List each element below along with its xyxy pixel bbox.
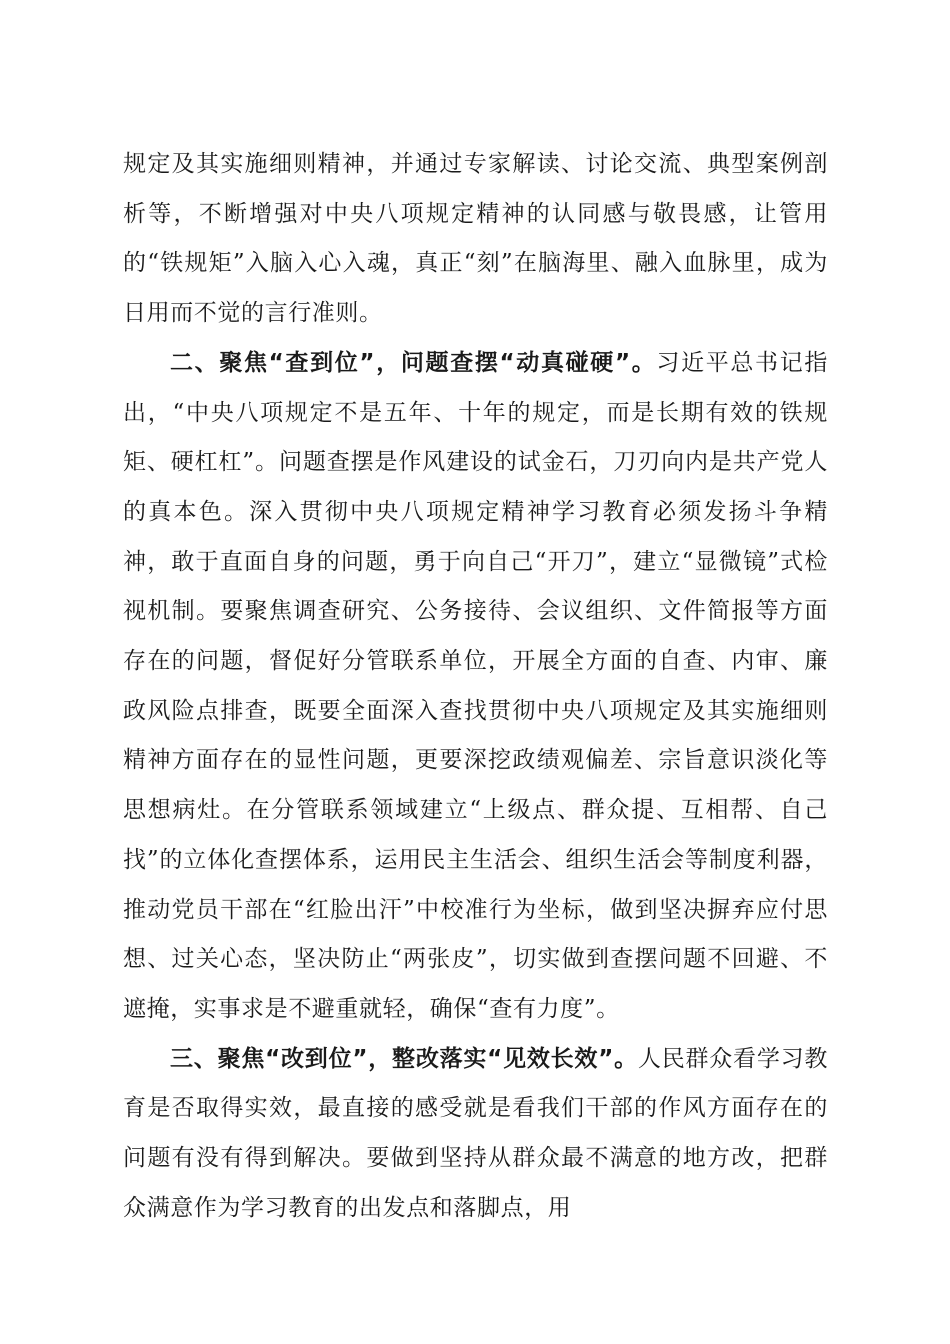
section-heading: 三、聚焦“改到位”，整改落实“见效长效”。 <box>170 1045 638 1072</box>
paragraph-text: 习近平总书记指出，“中央八项规定不是五年、十年的规定，而是长期有效的铁规矩、硬杠杠”。问题查摆是作风建设的试金石，刀刃向内是共产党人的真本色。深入贯彻中央八项规定精神学习教育必须发扬斗争精神，敢于直面自身的问题，勇于向自己“开刀”，建立“显微镜”式检视机制。要聚焦调查研究、公务接待、会议组织、文件简报等方面存在的问题，督促好分管联系单位，开展全方面的自查、内审、廉政风险点排查，既要全面深入查找贯彻中央八项规定及其实施细则精神方面存在的显性问题，更要深挖政绩观偏差、宗旨意识淡化等思想病灶。在分管联系领域建立“上级点、群众提、互相帮、自己找”的立体化查摆体系，运用民主生活会、组织生活会等制度利器，推动党员干部在“红脸出汗”中校准行为坐标，做到坚决摒弃应付思想、过关心态，坚决防止“两张皮”，切实做到查摆问题不回避、不遮掩，实事求是不避重就轻，确保“查有力度”。 <box>123 349 828 1022</box>
paragraph-section-three <box>123 1035 828 1234</box>
document-body <box>123 140 828 1233</box>
paragraph-continuation <box>123 140 828 339</box>
section-heading: 二、聚焦“查到位”，问题查摆“动真碰硬”。 <box>170 349 657 376</box>
paragraph-section-two <box>123 339 828 1035</box>
paragraph-text: 人民群众看学习教育是否取得实效，最直接的感受就是看我们干部的作风方面存在的问题有没有得到解决。要做到坚持从群众最不满意的地方改，把群众满意作为学习教育的出发点和落脚点，用 <box>123 1045 828 1221</box>
paragraph-text: 规定及其实施细则精神，并通过专家解读、讨论交流、典型案例剖析等，不断增强对中央八项规定精神的认同感与敬畏感，让管用的“铁规矩”入脑入心入魂，真正“刻”在脑海里、融入血脉里，成为日用而不觉的言行准则。 <box>123 151 828 327</box>
